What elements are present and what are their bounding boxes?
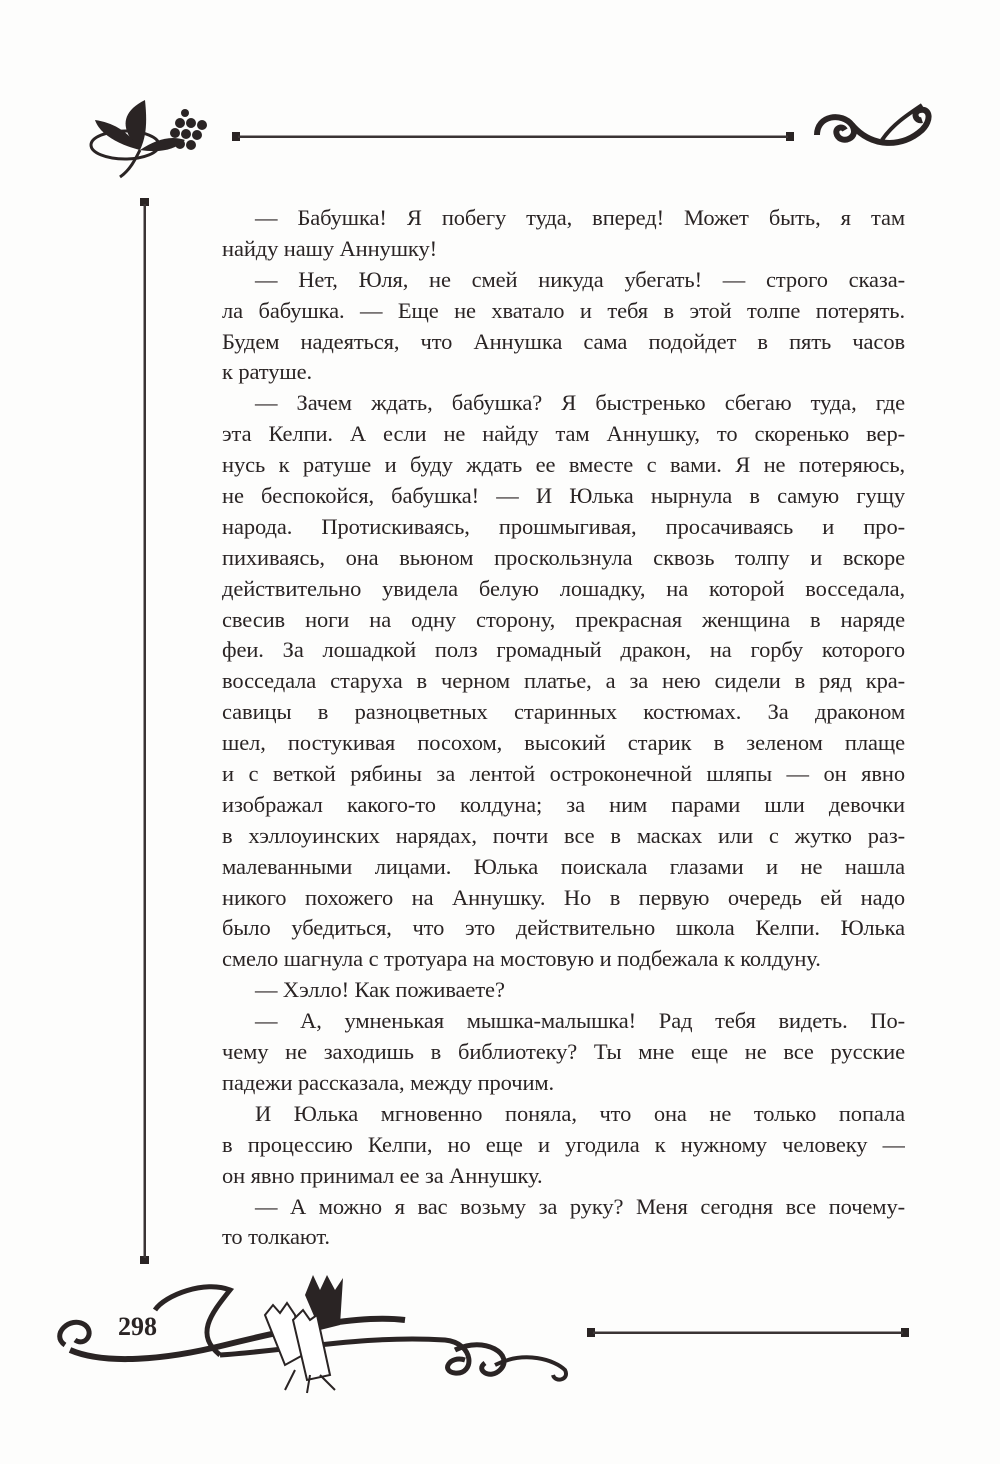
text-line: малеванными лицами. Юлька поискала глазами и не нашла <box>222 853 905 879</box>
swirl-ornament <box>812 100 940 155</box>
text-line: изображал какого-то колдуна; за ним парами шли девочки <box>222 791 905 817</box>
text-line: — А можно я вас возьму за руку? Меня сегодня все почему- <box>255 1193 905 1219</box>
text-line: в процессию Келпи, но еще и угодила к нужному человеку — <box>222 1131 905 1157</box>
text-line: свесив ноги на одну сторону, прекрасная женщина в наряде <box>222 606 905 632</box>
text-line: — Зачем ждать, бабушка? Я быстренько сбегаю туда, где <box>255 390 905 416</box>
page-number: 298 <box>118 1312 157 1341</box>
text-line: найду нашу Аннушку! <box>222 235 437 261</box>
text-line: падежи рассказала, между прочим. <box>222 1069 555 1095</box>
text-line: пихиваясь, она вьюном проскользнула сквозь толпу и вскоре <box>222 544 905 570</box>
text-line: шел, постукивая посохом, высокий старик в зеленом плаще <box>222 730 905 756</box>
text-line: феи. За лошадкой полз громадный дракон, на горбу которого <box>222 637 905 663</box>
text-line: не беспокойся, бабушка! — И Юлька нырнула в самую гущу <box>222 483 905 509</box>
text-line: — Бабушка! Я побегу туда, вперед! Может быть, я там <box>255 205 905 230</box>
text-line: чему не заходишь в библиотеку? Ты мне еще не все русские <box>222 1039 905 1065</box>
text-line: Будем надеяться, что Аннушка сама подойдет в пять часов <box>222 328 905 354</box>
text-line: к ратуше. <box>222 359 313 385</box>
text-line: — Нет, Юля, не смей никуда убегать! — строго сказа- <box>255 266 905 292</box>
bottom-rule <box>587 1327 909 1339</box>
body-text <box>222 203 905 1253</box>
text-line: действительно увидела белую лошадку, на которой восседала, <box>222 575 905 601</box>
text-line: он явно принимал ее за Аннушку. <box>222 1162 543 1188</box>
text-line: смело шагнула с тротуара на мостовую и подбежала к колдуну. <box>222 946 821 972</box>
floral-leaf-ornament <box>85 95 215 185</box>
text-line: то толкают. <box>222 1224 330 1250</box>
top-rule <box>232 131 794 143</box>
text-line: восседала старуха в черном платье, а за нею сидели в ряд кра- <box>222 668 905 694</box>
text-line: никого похожего на Аннушку. Но в первую очередь ей надо <box>222 884 905 910</box>
text-line: эта Келпи. А если не найду там Аннушку, то скоренько вер- <box>222 421 905 447</box>
text-line: в хэллоуинских нарядах, почти все в масках или с жутко раз- <box>222 822 905 848</box>
text-line: было убедиться, что это действительно школа Келпи. Юлька <box>222 915 905 941</box>
text-line: И Юлька мгновенно поняла, что она не только попала <box>255 1100 905 1126</box>
text-line: савицы в разноцветных старинных костюмах. За драконом <box>222 699 905 725</box>
text-line: — А, умненькая мышка-малышка! Рад тебя видеть. По- <box>255 1008 905 1034</box>
text-line: ла бабушка. — Еще не хватало и тебя в этой толпе потерять. <box>222 297 905 323</box>
text-line: нусь к ратуше и буду ждать ее вместе с вами. Я не потеряюсь, <box>222 452 905 478</box>
text-line: — Хэлло! Как поживаете? <box>255 977 505 1003</box>
text-line: народа. Протискиваясь, прошмыгивая, просачиваясь и про- <box>222 513 905 539</box>
left-vertical-rule <box>139 198 151 1264</box>
text-line: и с веткой рябины за лентой остроконечной шляпы — он явно <box>222 761 905 787</box>
